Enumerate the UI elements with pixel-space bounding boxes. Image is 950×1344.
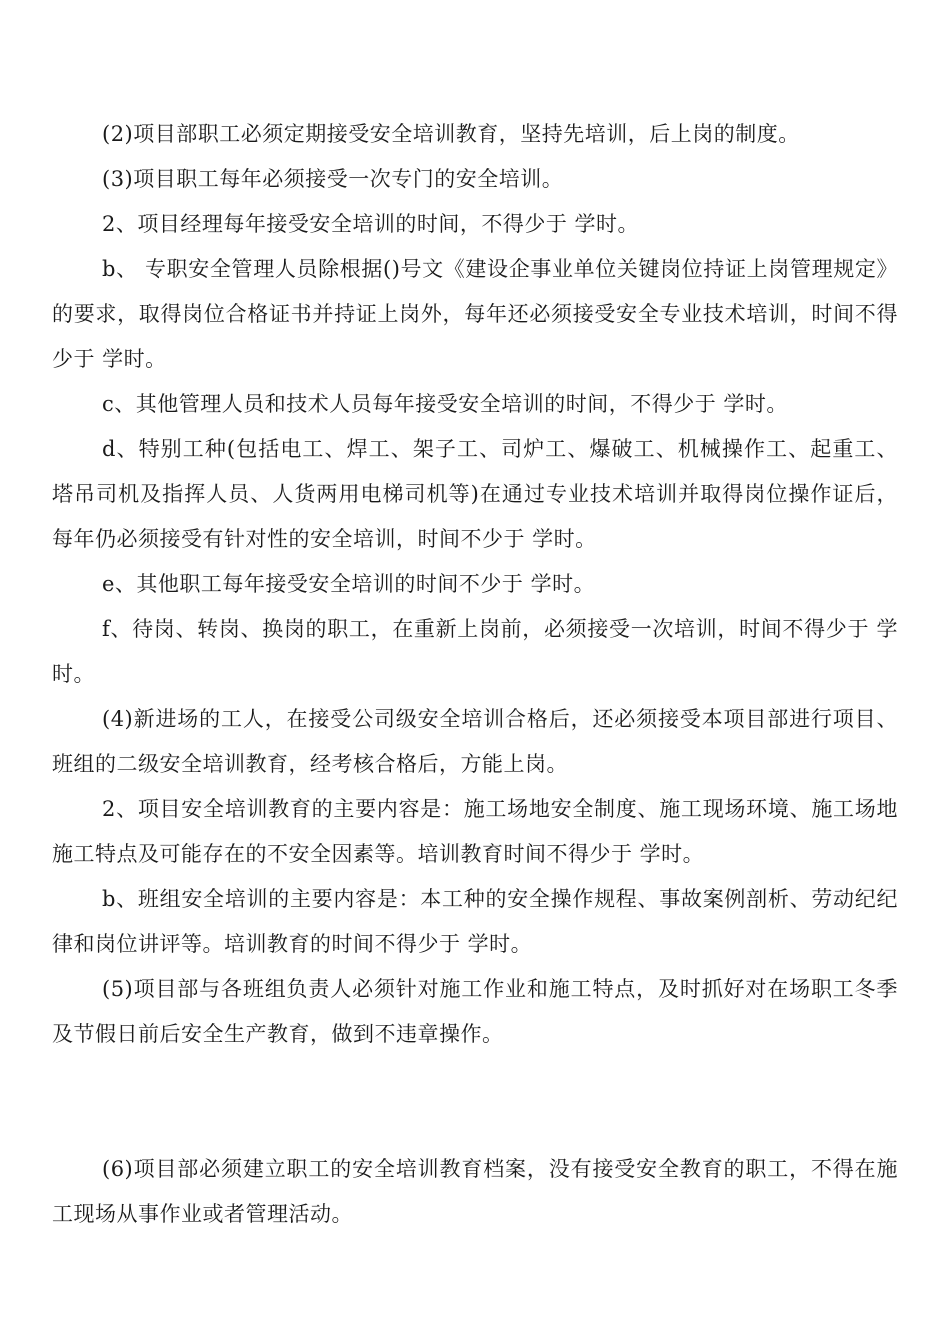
paragraph-b-safety-staff: b、 专职安全管理人员除根据()号文《建设企事业单位关键岗位持证上岗管理规定》的要求，取得岗位合格证书并持证上岗外，每年还必须接受安全专业技术培训，时间不得少于 学时。 bbox=[52, 257, 898, 371]
paragraph-d-special-trades: d、特别工种(包括电工、焊工、架子工、司炉工、爆破工、机械操作工、起重工、塔吊司机及指挥人员、人货两用电梯司机等)在通过专业技术培训并取得岗位操作证后，每年仍必须接受有针对性的安全培训，时间不少于 学时。 bbox=[52, 437, 898, 551]
paragraph-5-seasonal-education: (5)项目部与各班组负责人必须针对施工作业和施工特点，及时抓好对在场职工冬季及节假日前后安全生产教育，做到不违章操作。 bbox=[52, 977, 898, 1046]
paragraph-project-training-content: 2、项目安全培训教育的主要内容是：施工场地安全制度、施工现场环境、施工场地施工特点及可能存在的不安全因素等。培训教育时间不得少于 学时。 bbox=[52, 797, 898, 866]
paragraph-3-annual-training: (3)项目职工每年必须接受一次专门的安全培训。 bbox=[102, 167, 564, 191]
paragraph-4-new-workers: (4)新进场的工人，在接受公司级安全培训合格后，还必须接受本项目部进行项目、班组的二级安全培训教育，经考核合格后，方能上岗。 bbox=[52, 707, 898, 776]
paragraph-c-other-management: c、其他管理人员和技术人员每年接受安全培训的时间，不得少于 学时。 bbox=[102, 392, 788, 416]
paragraph-6-training-records: (6)项目部必须建立职工的安全培训教育档案，没有接受安全教育的职工，不得在施工现场从事作业或者管理活动。 bbox=[52, 1157, 898, 1226]
paragraph-b-team-training: b、班组安全培训的主要内容是：本工种的安全操作规程、事故案例剖析、劳动纪纪律和岗位讲评等。培训教育的时间不得少于 学时。 bbox=[52, 887, 898, 956]
document-page bbox=[52, 112, 898, 1237]
paragraph-project-manager-hours: 2、项目经理每年接受安全培训的时间，不得少于 学时。 bbox=[102, 212, 640, 236]
paragraph-2-training-required: (2)项目部职工必须定期接受安全培训教育，坚持先培训，后上岗的制度。 bbox=[102, 122, 800, 146]
paragraph-gap bbox=[52, 1057, 898, 1147]
paragraph-e-other-staff: e、其他职工每年接受安全培训的时间不少于 学时。 bbox=[102, 572, 596, 596]
paragraph-f-job-change: f、待岗、转岗、换岗的职工，在重新上岗前，必须接受一次培训，时间不得少于 学时。 bbox=[52, 617, 898, 686]
